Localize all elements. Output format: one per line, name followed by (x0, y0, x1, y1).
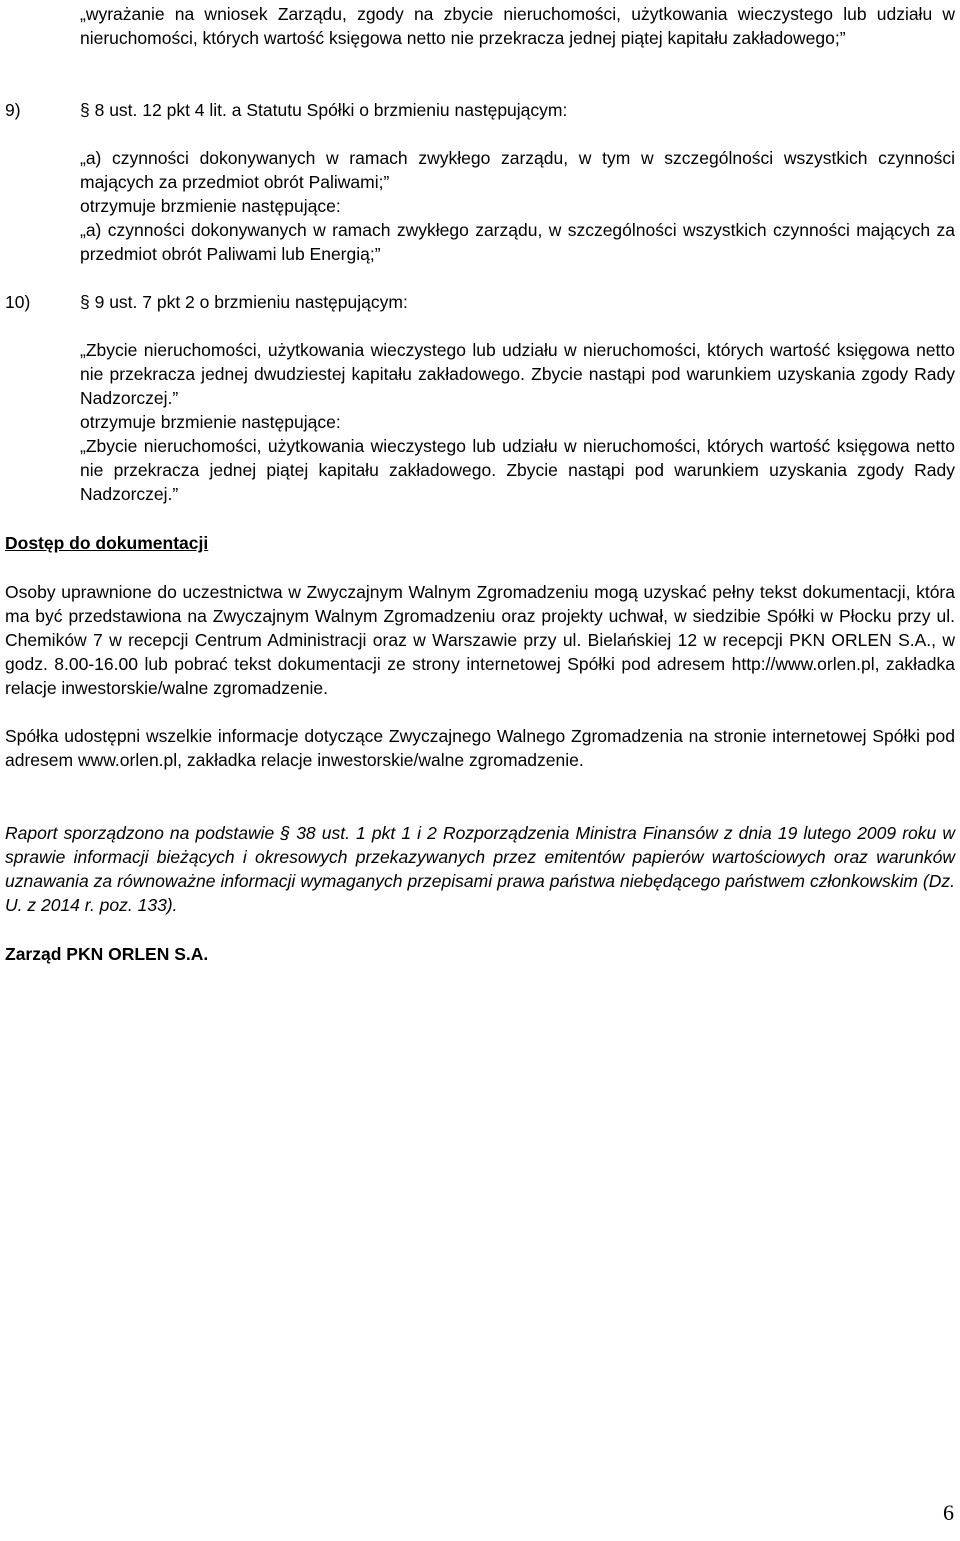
access-paragraph-1: Osoby uprawnione do uczestnictwa w Zwyczajnym Walnym Zgromadzeniu mogą uzyskać pełny tekst dokumentacji, która ma być przedstawiona na Zwyczajnym Walnym Zgromadzeniu oraz projekty uchwał, w siedzibie Spółki w Płocku przy ul. Chemików 7 w recepcji Centrum Administracji oraz w Warszawie przy ul. Bielańskiej 12 w recepcji PKN ORLEN S.A., w godz. 8.00-16.00 lub pobrać tekst dokumentacji ze strony internetowej Spółki pod adresem http://www.orlen.pl, zakładka relacje inwestorskie/walne zgromadzenie. (5, 582, 955, 698)
legal-basis-note: Raport sporządzono na podstawie § 38 ust. 1 pkt 1 i 2 Rozporządzenia Ministra Finansów z dnia 19 lutego 2009 roku w sprawie informacji bieżących i okresowych przekazywanych przez emitentów papierów wartościowych oraz warunków uznawania za równoważne informacji wymaganych przepisami prawa państwa niebędącego państwem członkowskim (Dz. U. z 2014 r. poz. 133). (5, 823, 955, 915)
item-9-number: 9) (5, 100, 21, 120)
top-paragraph: „wyrażanie na wniosek Zarządu, zgody na zbycie nieruchomości, użytkowania wieczystego lub udziału w nieruchomości, których wartość księgowa netto nie przekracza jednej piątej kapitału zakładowego;” (80, 4, 955, 48)
item-10-old-text: „Zbycie nieruchomości, użytkowania wieczystego lub udziału w nieruchomości, których wartość księgowa netto nie przekracza jednej dwudziestej kapitału zakładowego. Zbycie nastąpi pod warunkiem uzyskania zgody Rady Nadzorczej.” (80, 340, 955, 408)
item-10-number: 10) (5, 292, 31, 312)
item-9-new-text: „a) czynności dokonywanych w ramach zwykłego zarządu, w szczególności wszystkich czynności mających za przedmiot obrót Paliwami lub Energią;” (80, 220, 955, 264)
item-9-old-text: „a) czynności dokonywanych w ramach zwykłego zarządu, w tym w szczególności wszystkich czynności mających za przedmiot obrót Paliwami;” (80, 148, 955, 192)
page-number: 6 (943, 1500, 954, 1525)
item-10-receives: otrzymuje brzmienie następujące: (80, 412, 341, 432)
item-9-reference: § 8 ust. 12 pkt 4 lit. a Statutu Spółki o brzmieniu następującym: (80, 100, 568, 120)
item-9-receives: otrzymuje brzmienie następujące: (80, 196, 341, 216)
item-10-reference: § 9 ust. 7 pkt 2 o brzmieniu następującym: (80, 292, 408, 312)
signature: Zarząd PKN ORLEN S.A. (5, 944, 209, 964)
access-heading: Dostęp do dokumentacji (5, 533, 209, 553)
item-10-new-text: „Zbycie nieruchomości, użytkowania wieczystego lub udziału w nieruchomości, których wartość księgowa netto nie przekracza jednej piątej kapitału zakładowego. Zbycie nastąpi pod warunkiem uzyskania zgody Rady Nadzorczej.” (80, 436, 955, 504)
access-paragraph-2: Spółka udostępni wszelkie informacje dotyczące Zwyczajnego Walnego Zgromadzenia na stronie internetowej Spółki pod adresem www.orlen.pl, zakładka relacje inwestorskie/walne zgromadzenie. (5, 726, 955, 770)
